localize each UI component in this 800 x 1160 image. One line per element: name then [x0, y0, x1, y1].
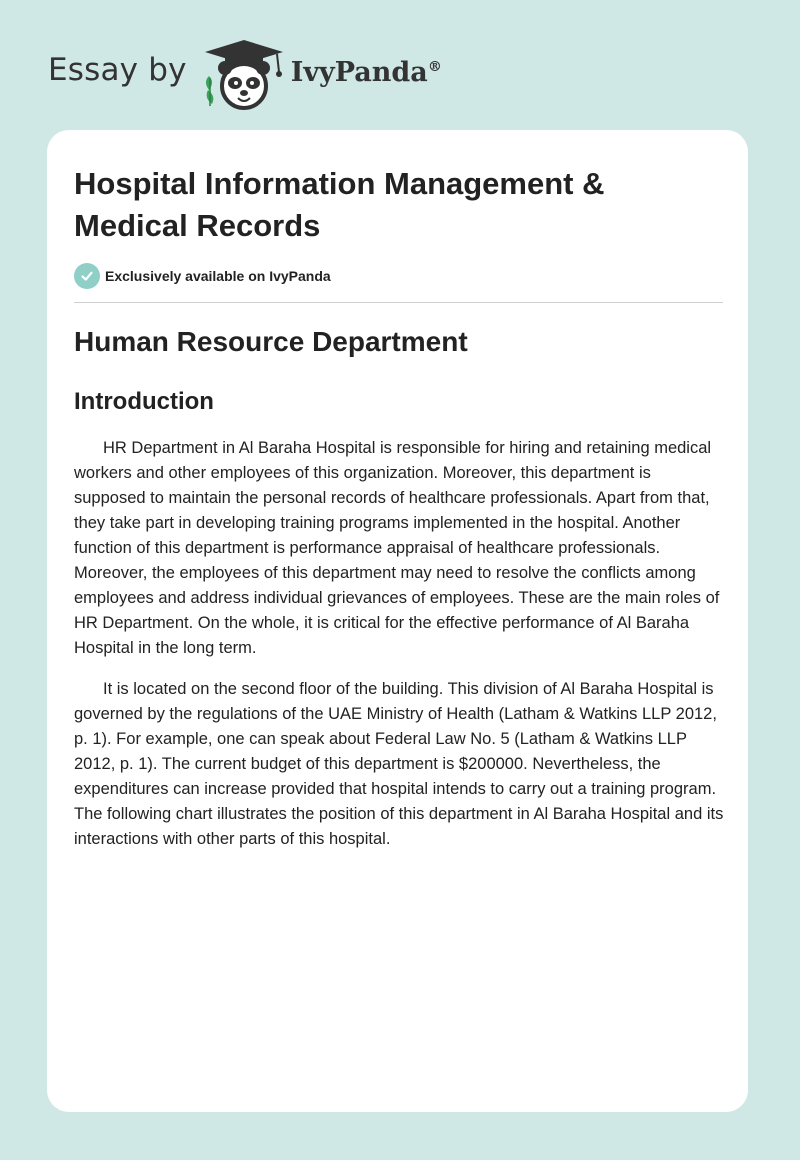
paragraph: HR Department in Al Baraha Hospital is responsible for hiring and retaining medical workers and other employees of this organization. Moreover, this department is supposed to maintain the personal records of healthcare professionals. Apart from that, they take part in developing training programs implemented in the hospital. Another function of this department is performance appraisal of healthcare professionals. Moreover, the employees of this department may need to resolve the conflicts among employees and address individual grievances of employees. These are the main roles of HR Department. On the whole, it is critical for the effective performance of Al Baraha Hospital in the long term. — [74, 439, 720, 657]
page-title: Hospital Information Management & Medical Records — [74, 166, 605, 243]
registered-mark: ® — [427, 58, 442, 75]
check-icon — [74, 263, 100, 289]
site-header — [48, 34, 442, 114]
brand-name[interactable] — [291, 57, 442, 88]
exclusive-badge — [74, 263, 331, 289]
subsection-heading: Introduction — [74, 388, 214, 415]
paragraph: It is located on the second floor of the building. This division of Al Baraha Hospital is governed by the regulations of the UAE Ministry of Health (Latham & Watkins LLP 2012, p. 1). For example, one can speak about Federal Law No. 5 (Latham & Watkins LLP 2012, p. 1). The current budget of this department is $200000. Nevertheless, the expenditures can increase provided that hospital intends to carry out a training program. The following chart illustrates the position of this department in Al Baraha Hospital and its interactions with other parts of this hospital. — [74, 680, 724, 848]
brand-text: IvyPanda — [290, 56, 428, 88]
panda-logo-icon[interactable] — [199, 38, 289, 110]
divider — [74, 302, 723, 303]
exclusive-badge-label: Exclusively available on IvyPanda — [105, 268, 331, 284]
essay-by-label: Essay by — [48, 52, 187, 88]
essay-card — [47, 130, 748, 1112]
section-heading: Human Resource Department — [74, 326, 468, 357]
